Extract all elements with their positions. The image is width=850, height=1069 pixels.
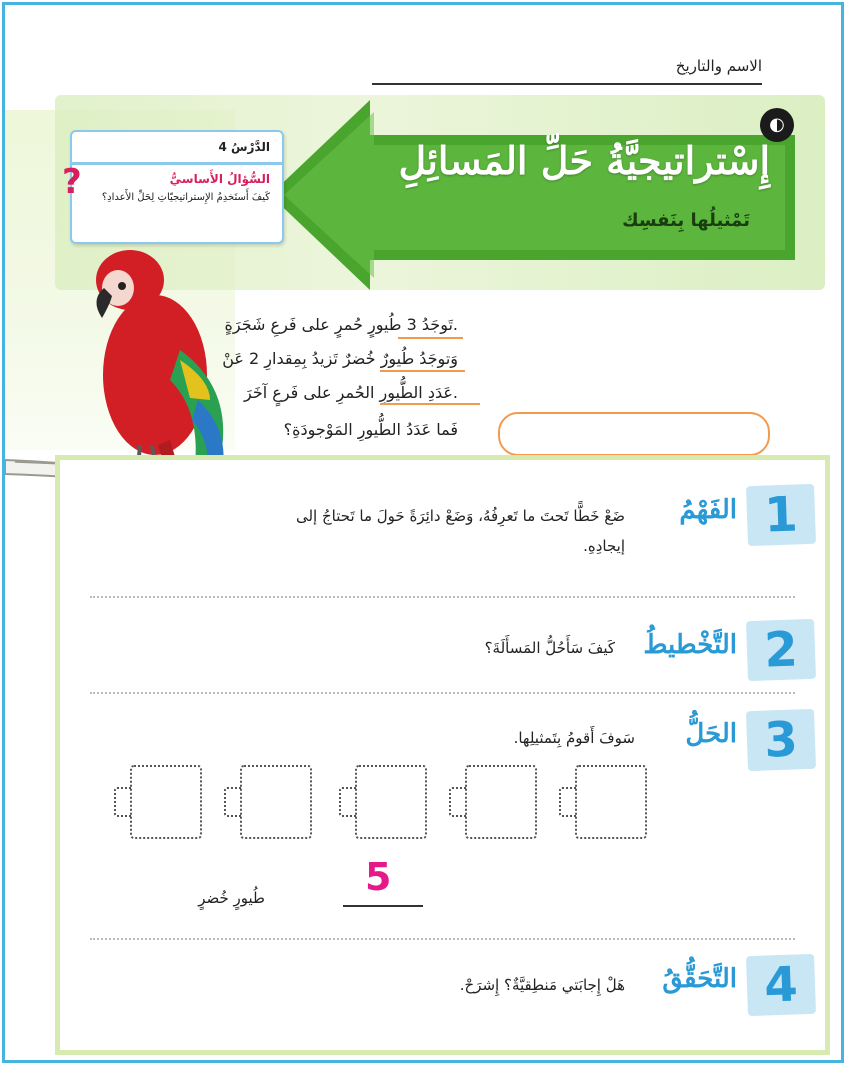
- steps-panel: [55, 455, 830, 1055]
- answer-value: 5: [365, 855, 392, 899]
- problem-line-2: وَتوجَدُ طُيورٌ خُضرٌ تَزيدُ بِمِقدارِ 2 عَنْ: [222, 349, 458, 368]
- step-plan: [60, 610, 825, 690]
- underline-annotation: [398, 337, 463, 339]
- drawing-box-tab: [559, 787, 577, 817]
- step-check: [60, 950, 825, 1050]
- step-title: التَّخْطيطُ: [643, 630, 737, 660]
- step-number: 2: [746, 619, 816, 681]
- banner-subtitle: تَمْثيلُها بِنَفسِك: [622, 210, 750, 231]
- step-title: التَّحَقُّقُ: [662, 964, 737, 994]
- lesson-card-band: [72, 162, 282, 165]
- drawing-box-tab: [114, 787, 132, 817]
- answer-line[interactable]: [343, 905, 423, 907]
- step-title: الفَهْمُ: [679, 495, 737, 525]
- banner-title: إِسْتراتيجيَّةُ حَلِّ المَسائِلِ: [398, 138, 770, 183]
- step-understand: [60, 485, 825, 600]
- underline-annotation: [380, 403, 480, 405]
- step-instruction: ضَعْ خَطًّا تَحتَ ما تَعرِفُهُ، وَضَعْ دائِرَةً حَولَ ما تَحتاجُ إلى: [295, 507, 625, 525]
- drawing-box[interactable]: [355, 765, 427, 839]
- step-solve: [60, 705, 825, 935]
- lesson-card: [70, 130, 284, 244]
- problem-line-4: فَما عَدَدُ الطُّيورِ المَوْجودَةِ؟: [283, 420, 458, 439]
- step-instruction: إيجادِهِ.: [583, 537, 625, 555]
- drawing-box-tab: [339, 787, 357, 817]
- name-date-label: الاسم والتاريخ: [675, 57, 762, 75]
- drawing-box-tab: [224, 787, 242, 817]
- step-number: 1: [746, 484, 816, 546]
- answer-unit: طُيورٍ خُضرٍ: [198, 889, 265, 907]
- problem-line-3: عَدَدِ الطُّيورِ الحُمرِ على فَرعٍ آخَرَ.: [244, 383, 458, 402]
- banner-arrow: [270, 100, 810, 290]
- step-number: 4: [746, 954, 816, 1016]
- drawing-box[interactable]: [130, 765, 202, 839]
- name-date-line[interactable]: [372, 55, 762, 85]
- drawing-box-tab: [449, 787, 467, 817]
- step-instruction: كَيفَ سَأَحُلُّ المَسأَلَةَ؟: [484, 639, 615, 657]
- step-instruction: سَوفَ أَقومُ بِتَمثيلِها.: [513, 729, 635, 747]
- divider: [90, 938, 795, 940]
- divider: [90, 596, 795, 598]
- essential-question-label: السُّؤالُ الأَساسيُّ: [169, 172, 270, 186]
- essential-question-text: كَيفَ أَستَخدِمُ الإِستراتيجيّاتِ لِحَلِّ الأَعدادِ؟: [101, 192, 270, 203]
- question-mark-icon: ?: [62, 162, 82, 202]
- publisher-logo-icon: ◐: [760, 108, 794, 142]
- drawing-box[interactable]: [240, 765, 312, 839]
- underline-annotation: [380, 370, 465, 372]
- step-title: الحَلُّ: [685, 719, 737, 749]
- problem-line-1: تَوجَدُ 3 طُيورٍ حُمرٍ على فَرعِ شَجَرَةٍ.: [224, 315, 458, 334]
- step-number: 3: [746, 709, 816, 771]
- drawing-box[interactable]: [465, 765, 537, 839]
- drawing-box[interactable]: [575, 765, 647, 839]
- circle-annotation: [498, 412, 770, 456]
- divider: [90, 692, 795, 694]
- lesson-number: الدَّرْسُ 4: [218, 140, 270, 154]
- step-instruction: هَلْ إِجابَتي مَنطِقيَّةٌ؟ إِشرَحْ.: [459, 976, 625, 994]
